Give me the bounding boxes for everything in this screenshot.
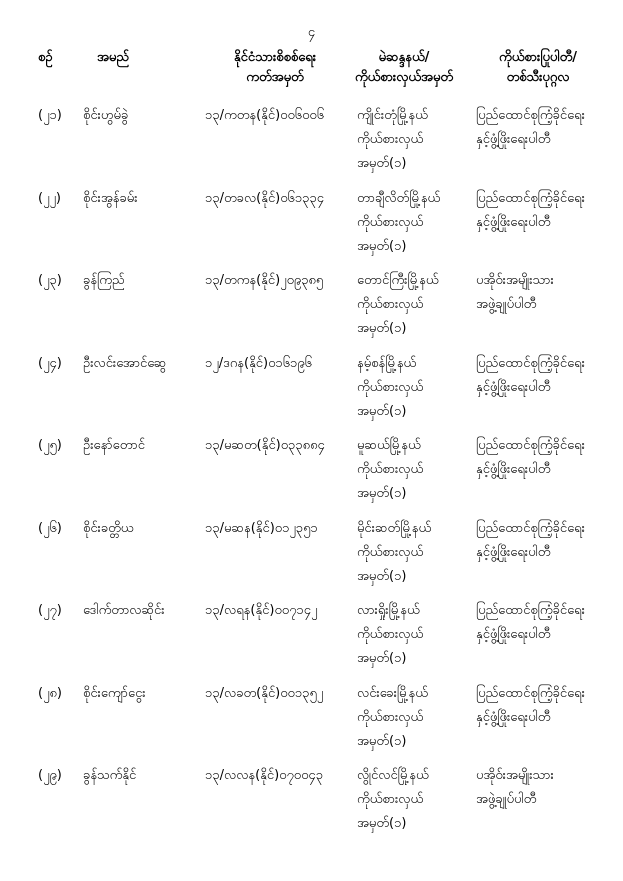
nrc-number: ၁၃/လခတ(နိုင်)၀၀၁၃၅၂ [205, 685, 324, 701]
party-line: ပြည်ထောင်စုကြံ့ခိုင်ရေး [476, 355, 585, 371]
table-row [0, 517, 623, 600]
constituency [357, 104, 428, 176]
header-no: စဉ် [38, 50, 53, 65]
constituency [357, 599, 423, 671]
party-line: နှင့်ဖွံ့ဖြိုးရေးပါတီ [476, 214, 551, 230]
party [476, 517, 585, 565]
row-number: (၂၈) [38, 685, 62, 701]
table-row [0, 269, 623, 352]
header-constituency [338, 48, 470, 88]
constituency [357, 269, 438, 341]
party-line: ပြည်ထောင်စုကြံ့ခိုင်ရေး [476, 438, 585, 453]
party-line: ပြည်ထောင်စုကြံ့ခိုင်ရေး [476, 108, 585, 123]
constituency-line: ကိုယ်စားလှယ် [357, 297, 424, 312]
party-line: ပအိုဝ်းအမျိုးသား [476, 273, 554, 288]
constituency-line: ကိုယ်စားလှယ် [357, 379, 424, 395]
party-line: ပအိုဝ်းအမျိုးသား [476, 768, 554, 783]
header-constituency-line: မဲဆန္ဒနယ်/ [378, 50, 430, 65]
constituency-line: နမ့်စန်မြို့နယ် [357, 355, 417, 371]
party-line: ပြည်ထောင်စုကြံ့ခိုင်ရေး [476, 685, 585, 701]
constituency-line: အမှတ်(၁) [357, 156, 407, 171]
constituency-line: ကိုယ်စားလှယ် [357, 709, 424, 725]
constituency-line: ကိုယ်စားလှယ် [357, 132, 424, 147]
nrc-number: ၁၃/မဆတ(နိုင်)၀၃၃၈၈၄ [205, 438, 325, 453]
party-line: ပြည်ထောင်စုကြံ့ခိုင်ရေး [476, 520, 585, 536]
party-line: နှင့်ဖွံ့ဖြိုးရေးပါတီ [476, 379, 551, 395]
candidate-name: ဦးလင်းအောင်ဆွေ [83, 355, 167, 371]
row-number: (၂၉) [38, 768, 62, 783]
party-line: နှင့်ဖွံ့ဖြိုးရေးပါတီ [476, 132, 551, 147]
constituency-line: တောင်ကြီးမြို့နယ် [357, 273, 439, 288]
row-number: (၂၄) [38, 355, 62, 371]
constituency-line: အမှတ်(၁) [357, 403, 407, 419]
constituency-line: လားရှိုးမြို့နယ် [357, 603, 420, 618]
party [476, 764, 554, 812]
candidate-name: ဦးနော်တောင် [83, 438, 145, 453]
party [476, 599, 585, 647]
page-number: ၄ [307, 25, 316, 40]
constituency-line: အမှတ်(၁) [357, 651, 407, 666]
table-row [0, 352, 623, 435]
constituency-line: အမှတ်(၁) [357, 238, 407, 254]
party-line: ပြည်ထောင်စုကြံ့ခိုင်ရေး [476, 190, 585, 206]
nrc-number: ၁၃/ကတန(နိုင်)၀၀၆၀၀၆ [205, 108, 325, 123]
nrc-number: ၁၂/ဒဂန(နိုင်)၀၁၆၁၉၆ [205, 355, 312, 371]
candidate-name: ခွန်သက်နိုင် [83, 768, 137, 783]
party-line: နှင့်ဖွံ့ဖြိုးရေးပါတီ [476, 627, 551, 642]
table-row [0, 599, 623, 682]
nrc-number: ၁၃/တကန(နိုင်)၂၀၉၃၈၅ [205, 273, 324, 288]
constituency-line: ကျိုင်းတုံမြို့နယ် [357, 108, 428, 123]
constituency-line: အမှတ်(၁) [357, 486, 407, 501]
table-row [0, 682, 623, 765]
party [476, 352, 585, 400]
party [476, 104, 585, 152]
table-row [0, 187, 623, 270]
row-number: (၂၆) [38, 520, 62, 536]
header-name: အမည် [97, 50, 129, 65]
constituency-line: တာချီလိတ်မြို့နယ် [357, 190, 441, 206]
table-header [0, 48, 623, 98]
header-nrc-line: ကတ်အမှတ် [246, 70, 304, 85]
header-party [474, 48, 602, 88]
table-body [0, 104, 623, 847]
constituency-line: ကိုယ်စားလှယ် [357, 544, 424, 560]
party-line: နှင့်ဖွံ့ဖြိုးရေးပါတီ [476, 462, 551, 477]
constituency-line: အမှတ်(၁) [357, 816, 407, 831]
nrc-number: ၁၃/မဆန(နိုင်)၀၁၂၃၅၁ [205, 520, 318, 536]
constituency-line: ကိုယ်စားလှယ် [357, 214, 424, 230]
row-number: (၂၃) [38, 273, 62, 288]
constituency-line: ကိုယ်စားလှယ် [357, 627, 424, 642]
header-nrc-line: နိုင်ငံသားစိစစ်ရေး [233, 50, 317, 65]
constituency [357, 352, 423, 424]
nrc-number: ၁၃/လလန(နိုင်)၀၇၀၀၄၃ [205, 768, 324, 783]
party [476, 187, 585, 235]
constituency [357, 764, 429, 836]
candidate-name: ခွန်ကြည် [83, 273, 125, 288]
row-number: (၂၁) [38, 108, 62, 123]
party-line: အဖွဲ့ချုပ်ပါတီ [476, 792, 537, 807]
candidate-name: စိုင်းခတ္တိယ [83, 520, 134, 536]
constituency-line: မူဆယ်မြို့နယ် [357, 438, 421, 453]
party [476, 434, 585, 482]
header-constituency-line: ကိုယ်စားလှယ်အမှတ် [354, 70, 454, 85]
header-nrc [205, 48, 345, 88]
constituency-line: အမှတ်(၁) [357, 568, 407, 584]
constituency-line: အမှတ်(၁) [357, 321, 407, 336]
candidate-name: ဒေါက်တာလဆိုင်း [83, 603, 165, 618]
row-number: (၂၅) [38, 438, 62, 453]
party-line: နှင့်ဖွံ့ဖြိုးရေးပါတီ [476, 709, 551, 725]
constituency [357, 187, 440, 259]
nrc-number: ၁၃/တခလ(နိုင်)၀၆၁၃၃၄ [205, 190, 325, 206]
nrc-number: ၁၃/လရန(နိုင်)၀၀၇၁၄၂ [205, 603, 318, 618]
party-line: နှင့်ဖွံ့ဖြိုးရေးပါတီ [476, 544, 551, 560]
constituency [357, 682, 428, 754]
header-party-line: ကိုယ်စားပြုပါတီ/ [499, 50, 577, 65]
table-row [0, 434, 623, 517]
party-line: အဖွဲ့ချုပ်ပါတီ [476, 297, 537, 312]
party [476, 682, 585, 730]
candidate-name: စိုင်းကျော်ငွေး [83, 685, 146, 701]
table-row [0, 104, 623, 187]
party-line: ပြည်ထောင်စုကြံ့ခိုင်ရေး [476, 603, 585, 618]
table-row [0, 764, 623, 847]
candidate-name: စိုင်းအွန်ခမ်း [83, 190, 138, 206]
row-number: (၂၂) [38, 190, 61, 206]
constituency-line: အမှတ်(၁) [357, 733, 407, 749]
constituency-line: ကိုယ်စားလှယ် [357, 792, 424, 807]
constituency-line: လွိုင်လင်မြို့နယ် [357, 768, 429, 783]
constituency-line: လင်းခေးမြို့နယ် [357, 685, 428, 701]
candidate-name: စိုင်းဟွမ်ခွဲ [83, 108, 129, 123]
constituency [357, 517, 431, 589]
constituency-line: မိုင်းဆတ်မြို့နယ် [357, 520, 432, 536]
constituency-line: ကိုယ်စားလှယ် [357, 462, 424, 477]
party [476, 269, 554, 317]
constituency [357, 434, 423, 506]
header-party-line: တစ်သီးပုဂ္ဂလ [506, 70, 570, 85]
row-number: (၂၇) [38, 603, 62, 618]
